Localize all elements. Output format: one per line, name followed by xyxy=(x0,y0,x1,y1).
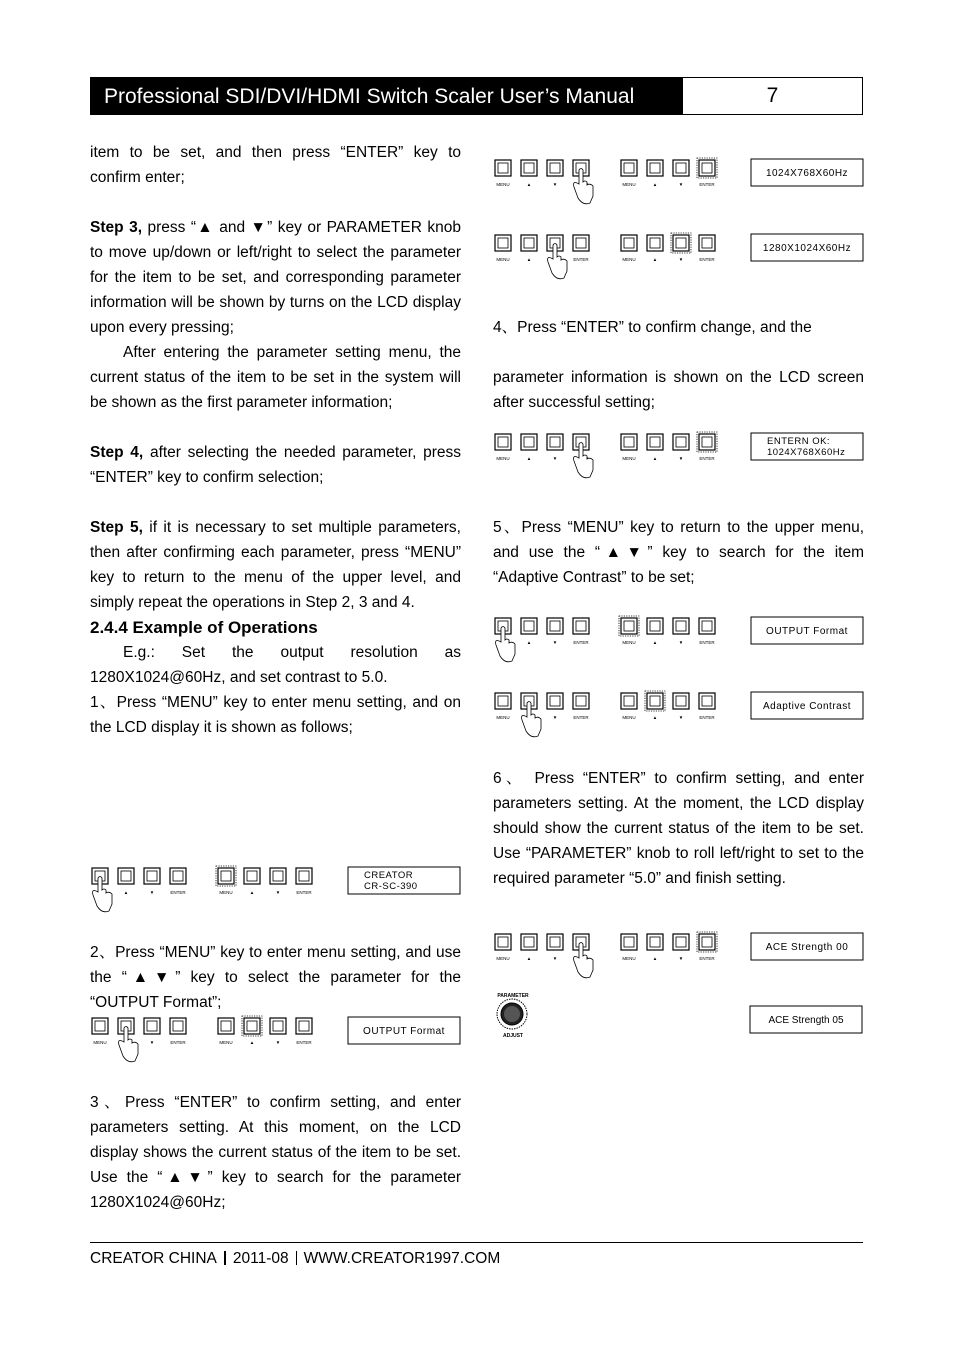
enter-key-button[interactable] xyxy=(573,618,589,634)
down-key-button[interactable] xyxy=(673,434,689,450)
lcd-text: Adaptive Contrast xyxy=(763,701,851,712)
up-key-button[interactable] xyxy=(521,434,537,450)
down-key-label: ▼ xyxy=(552,182,558,187)
footer-website: WWW.CREATOR1997.COM xyxy=(303,1250,501,1267)
lcd-text: CR-SC-390 xyxy=(364,881,418,892)
up-key-button[interactable] xyxy=(244,1018,260,1034)
enter-key-button[interactable] xyxy=(573,693,589,709)
down-key-button[interactable] xyxy=(270,1018,286,1034)
up-key-button[interactable] xyxy=(118,868,134,884)
panel-step-1 xyxy=(88,864,464,918)
step-5-label: Step 5, xyxy=(90,519,143,536)
menu-key-label: MENU xyxy=(219,1040,233,1045)
menu-key-button[interactable] xyxy=(495,434,511,450)
enter-key-label: ENTER xyxy=(573,715,589,720)
step-5 xyxy=(90,515,461,615)
down-key-button[interactable] xyxy=(673,160,689,176)
down-key-button[interactable] xyxy=(673,618,689,634)
item-3-text: 3、Press “ENTER” to confirm setting, and enter parameters setting. At this moment, on the LCD display shows the current status of the item to be set. Use the “▲▼” key to search for the parameter 1280X1024@60Hz; xyxy=(90,1094,461,1211)
down-key-label: ▼ xyxy=(552,956,558,961)
lcd-text: ACE Strength 00 xyxy=(765,942,849,953)
left-column-item-2 xyxy=(90,940,461,1015)
down-key-label: ▼ xyxy=(678,257,684,262)
lcd-text: ACE Strength 05 xyxy=(768,1015,844,1026)
menu-key-button[interactable] xyxy=(218,1018,234,1034)
enter-key-label: ENTER xyxy=(699,715,715,720)
menu-key-label: MENU xyxy=(622,456,636,461)
menu-key-button[interactable] xyxy=(621,160,637,176)
down-key-button[interactable] xyxy=(547,618,563,634)
left-column xyxy=(90,140,461,740)
down-key-button[interactable] xyxy=(547,934,563,950)
down-key-button[interactable] xyxy=(547,434,563,450)
enter-key-label: ENTER xyxy=(170,1040,186,1045)
step-3-label: Step 3, xyxy=(90,219,142,236)
after-entering-text: After entering the parameter setting menu, the current status of the item to be set in the system will be shown as the first parameter information; xyxy=(90,344,461,411)
enter-key-button[interactable] xyxy=(296,1018,312,1034)
enter-key-label: ENTER xyxy=(699,257,715,262)
enter-key-label: ENTER xyxy=(699,956,715,961)
menu-key-label: MENU xyxy=(496,715,510,720)
up-key-label: ▲ xyxy=(652,257,658,262)
enter-key-label: ENTER xyxy=(573,640,589,645)
panel-step-6 xyxy=(491,930,867,984)
lcd-text: OUTPUT Format xyxy=(363,1026,445,1037)
step-5-text: if it is necessary to set multiple parameters, then after confirming each parameter, press “MENU” key to return to the menu of the upper level, and simply repeat the operations in Step 2, 3 and 4. xyxy=(90,519,461,611)
up-key-button[interactable] xyxy=(647,434,663,450)
menu-key-button[interactable] xyxy=(621,934,637,950)
up-key-label: ▲ xyxy=(526,640,532,645)
item-1-text: 1、Press “MENU” key to enter menu setting, and on the LCD display it is shown as follows; xyxy=(90,694,461,736)
left-column-item-3 xyxy=(90,1090,461,1215)
menu-key-button[interactable] xyxy=(621,434,637,450)
menu-key-label: MENU xyxy=(496,182,510,187)
panel-step-3b xyxy=(491,231,867,285)
up-key-label: ▲ xyxy=(652,456,658,461)
up-key-button[interactable] xyxy=(521,160,537,176)
knob-bottom-label: ADJUST xyxy=(502,1033,524,1039)
lcd-text: 1024X768X60Hz xyxy=(765,168,849,179)
enter-key-label: ENTER xyxy=(296,890,312,895)
example-text: E.g.: Set the output resolution as 1280X1024@60Hz, and set contrast to 5.0. xyxy=(90,644,461,686)
page-header xyxy=(90,77,863,115)
page-footer xyxy=(90,1249,500,1269)
up-key-button[interactable] xyxy=(521,235,537,251)
enter-key-button[interactable] xyxy=(170,1018,186,1034)
enter-key-label: ENTER xyxy=(699,640,715,645)
down-key-label: ▼ xyxy=(678,182,684,187)
up-key-label: ▲ xyxy=(526,182,532,187)
menu-key-button[interactable] xyxy=(495,235,511,251)
down-key-button[interactable] xyxy=(270,868,286,884)
step-3 xyxy=(90,215,461,340)
menu-key-button[interactable] xyxy=(621,693,637,709)
step-3-text: press “▲ and ▼” key or PARAMETER knob to move up/down or left/right to select the parameter for the item to be set, and corresponding parameter information will be shown by turns on the LCD display upon every pressing; xyxy=(90,219,461,336)
lcd-text: CREATOR xyxy=(364,870,414,881)
enter-key-label: ENTER xyxy=(296,1040,312,1045)
down-key-label: ▼ xyxy=(552,640,558,645)
step-4 xyxy=(90,440,461,490)
down-key-label: ▼ xyxy=(552,456,558,461)
up-key-label: ▲ xyxy=(249,890,255,895)
menu-key-label: MENU xyxy=(622,182,636,187)
menu-key-label: MENU xyxy=(622,640,636,645)
enter-key-button[interactable] xyxy=(699,160,715,176)
up-key-button[interactable] xyxy=(647,235,663,251)
up-key-button[interactable] xyxy=(647,934,663,950)
lcd-text: ENTERN OK: xyxy=(767,436,831,447)
menu-key-button[interactable] xyxy=(218,868,234,884)
lcd-text: 1024X768X60Hz xyxy=(767,447,846,458)
footer-company: CREATOR CHINA xyxy=(90,1250,217,1267)
menu-key-label: MENU xyxy=(93,1040,107,1045)
enter-key-button[interactable] xyxy=(296,868,312,884)
item-4-text-a: 4、Press “ENTER” to confirm change, and the xyxy=(493,319,812,336)
down-key-button[interactable] xyxy=(673,235,689,251)
menu-key-button[interactable] xyxy=(92,1018,108,1034)
up-key-label: ▲ xyxy=(652,715,658,720)
enter-key-button[interactable] xyxy=(573,235,589,251)
down-key-button[interactable] xyxy=(547,160,563,176)
down-key-button[interactable] xyxy=(547,693,563,709)
up-key-label: ▲ xyxy=(652,640,658,645)
knob-panel xyxy=(491,990,867,1046)
up-key-label: ▲ xyxy=(123,890,129,895)
panel-step-2 xyxy=(88,1014,464,1068)
up-key-button[interactable] xyxy=(647,618,663,634)
menu-key-label: MENU xyxy=(496,956,510,961)
footer-divider xyxy=(90,1242,863,1243)
item-6-text: 6、 Press “ENTER” to confirm setting, and enter parameters setting. At the moment, the LCD display should show the current status of the item to be set. Use “PARAMETER” knob to roll left/right to set to the required parameter “5.0” and finish setting. xyxy=(493,770,864,887)
up-key-label: ▲ xyxy=(652,182,658,187)
right-item-6 xyxy=(493,766,864,891)
lcd-text: 1280X1024X60Hz xyxy=(762,243,852,254)
down-key-label: ▼ xyxy=(275,890,281,895)
intro-text: item to be set, and then press “ENTER” key to confirm enter; xyxy=(90,144,461,186)
lcd-text: OUTPUT Format xyxy=(766,626,848,637)
enter-key-button[interactable] xyxy=(699,934,715,950)
up-key-button[interactable] xyxy=(244,868,260,884)
menu-key-button[interactable] xyxy=(621,618,637,634)
menu-key-button[interactable] xyxy=(495,693,511,709)
enter-key-button[interactable] xyxy=(699,434,715,450)
item-4-text-b: parameter information is shown on the LCD screen after successful setting; xyxy=(493,369,864,411)
down-key-label: ▼ xyxy=(275,1040,281,1045)
menu-key-label: MENU xyxy=(496,257,510,262)
down-key-button[interactable] xyxy=(144,1018,160,1034)
down-key-label: ▼ xyxy=(678,640,684,645)
down-key-button[interactable] xyxy=(673,934,689,950)
right-item-4a xyxy=(493,315,864,340)
enter-key-button[interactable] xyxy=(699,693,715,709)
up-key-button[interactable] xyxy=(647,160,663,176)
right-item-5 xyxy=(493,515,864,590)
up-key-label: ▲ xyxy=(526,956,532,961)
enter-key-button[interactable] xyxy=(699,235,715,251)
panel-step-4 xyxy=(491,430,867,484)
menu-key-label: MENU xyxy=(219,890,233,895)
enter-key-button[interactable] xyxy=(170,868,186,884)
down-key-label: ▼ xyxy=(149,1040,155,1045)
enter-key-label: ENTER xyxy=(699,182,715,187)
section-heading: 2.4.4 Example of Operations xyxy=(90,618,318,637)
page-number: 7 xyxy=(766,84,779,107)
down-key-button[interactable] xyxy=(673,693,689,709)
menu-key-label: MENU xyxy=(622,257,636,262)
down-key-label: ▼ xyxy=(678,715,684,720)
panel-step-5a xyxy=(491,614,867,668)
up-key-button[interactable] xyxy=(521,934,537,950)
knob-top-label: PARAMETER xyxy=(497,993,529,999)
manual-title: Professional SDI/DVI/HDMI Switch Scaler User’s Manual xyxy=(91,78,683,114)
down-key-label: ▼ xyxy=(678,956,684,961)
up-key-button[interactable] xyxy=(521,618,537,634)
panel-step-3a xyxy=(491,156,867,210)
enter-key-label: ENTER xyxy=(573,257,589,262)
right-item-4b xyxy=(493,365,864,415)
footer-date: 2011-08 xyxy=(232,1250,289,1267)
down-key-label: ▼ xyxy=(149,890,155,895)
item-5-text: 5、Press “MENU” key to return to the upper menu, and use the “▲▼” key to search for the item “Adaptive Contrast” to be set; xyxy=(493,519,864,586)
menu-key-label: MENU xyxy=(622,715,636,720)
step-4-label: Step 4, xyxy=(90,444,144,461)
enter-key-label: ENTER xyxy=(699,456,715,461)
panel-step-5b xyxy=(491,689,867,743)
menu-key-button[interactable] xyxy=(495,934,511,950)
menu-key-label: MENU xyxy=(496,456,510,461)
down-key-label: ▼ xyxy=(678,456,684,461)
down-key-button[interactable] xyxy=(144,868,160,884)
down-key-label: ▼ xyxy=(552,715,558,720)
up-key-label: ▲ xyxy=(249,1040,255,1045)
menu-key-button[interactable] xyxy=(495,160,511,176)
up-key-label: ▲ xyxy=(652,956,658,961)
step-4-text: after selecting the needed parameter, press “ENTER” key to confirm selection; xyxy=(90,444,461,486)
enter-key-button[interactable] xyxy=(699,618,715,634)
menu-key-label: MENU xyxy=(622,956,636,961)
item-2-text: 2、Press “MENU” key to enter menu setting, and use the “▲▼” key to select the parameter for the “OUTPUT Format”; xyxy=(90,944,461,1011)
menu-key-button[interactable] xyxy=(621,235,637,251)
up-key-button[interactable] xyxy=(647,693,663,709)
up-key-label: ▲ xyxy=(526,257,532,262)
up-key-label: ▲ xyxy=(526,456,532,461)
enter-key-label: ENTER xyxy=(170,890,186,895)
